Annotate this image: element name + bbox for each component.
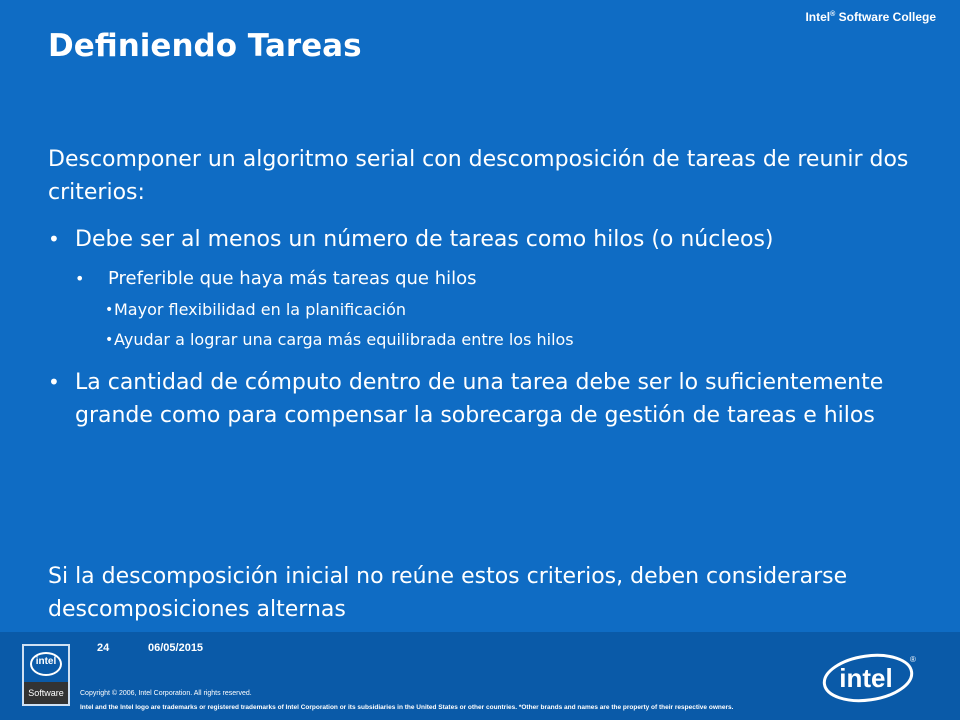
slide-title: Definiendo Tareas — [48, 28, 362, 64]
registered-mark: ® — [830, 11, 836, 18]
sub-sub-bullet-item — [48, 298, 928, 322]
page-number: 24 — [97, 642, 110, 654]
slide-date: 06/05/2015 — [148, 642, 204, 654]
slide-body — [48, 143, 928, 442]
bullet-item — [48, 223, 928, 256]
sub-sub-bullet-item — [48, 328, 928, 352]
footer-band — [0, 632, 960, 720]
intel-logo — [820, 648, 920, 704]
bullet-icon: • — [105, 332, 114, 348]
sub-sub-bullet-text: Ayudar a lograr una carga más equilibrada entre los hilos — [114, 330, 574, 349]
intel-logo-reg: ® — [910, 655, 916, 664]
bullet-text: Debe ser al menos un número de tareas como hilos (o núcleos) — [75, 227, 774, 252]
bullet-icon: • — [48, 227, 60, 251]
copyright-notice: Copyright © 2006, Intel Corporation. All rights reserved. — [80, 690, 252, 697]
brand-header — [805, 10, 936, 24]
bullet-icon: • — [105, 302, 114, 318]
intro-text: Descomponer un algoritmo serial con descomposición de tareas de reunir dos criterios: — [48, 147, 909, 205]
trademark-notice: Intel and the Intel logo are trademarks or registered trademarks of Intel Corporation or its subsidiaries in the United States or other countries. *Other brands and names are the property of their respective owners. — [80, 704, 734, 711]
bullet-icon: • — [48, 370, 60, 394]
intel-logo-text: intel — [839, 663, 893, 693]
sub-bullet-item — [48, 266, 928, 292]
bullet-text: La cantidad de cómputo dentro de una tarea debe ser lo suficientemente grande como para compensar la sobrecarga de gestión de tareas e hilos — [75, 370, 884, 428]
bullet-icon: • — [75, 269, 85, 288]
closing-text: Si la descomposición inicial no reúne estos criterios, deben considerarse descomposiciones alternas — [48, 564, 848, 622]
software-logo-brand: intel — [35, 656, 57, 667]
intel-software-logo — [22, 644, 70, 706]
brand-name: Intel — [805, 10, 831, 24]
brand-suffix: Software College — [835, 10, 936, 24]
bullet-item — [48, 366, 928, 432]
sub-sub-bullet-text: Mayor flexibilidad en la planificación — [114, 300, 407, 319]
sub-bullet-text: Preferible que haya más tareas que hilos — [108, 268, 477, 289]
software-logo-label: Software — [24, 682, 68, 704]
